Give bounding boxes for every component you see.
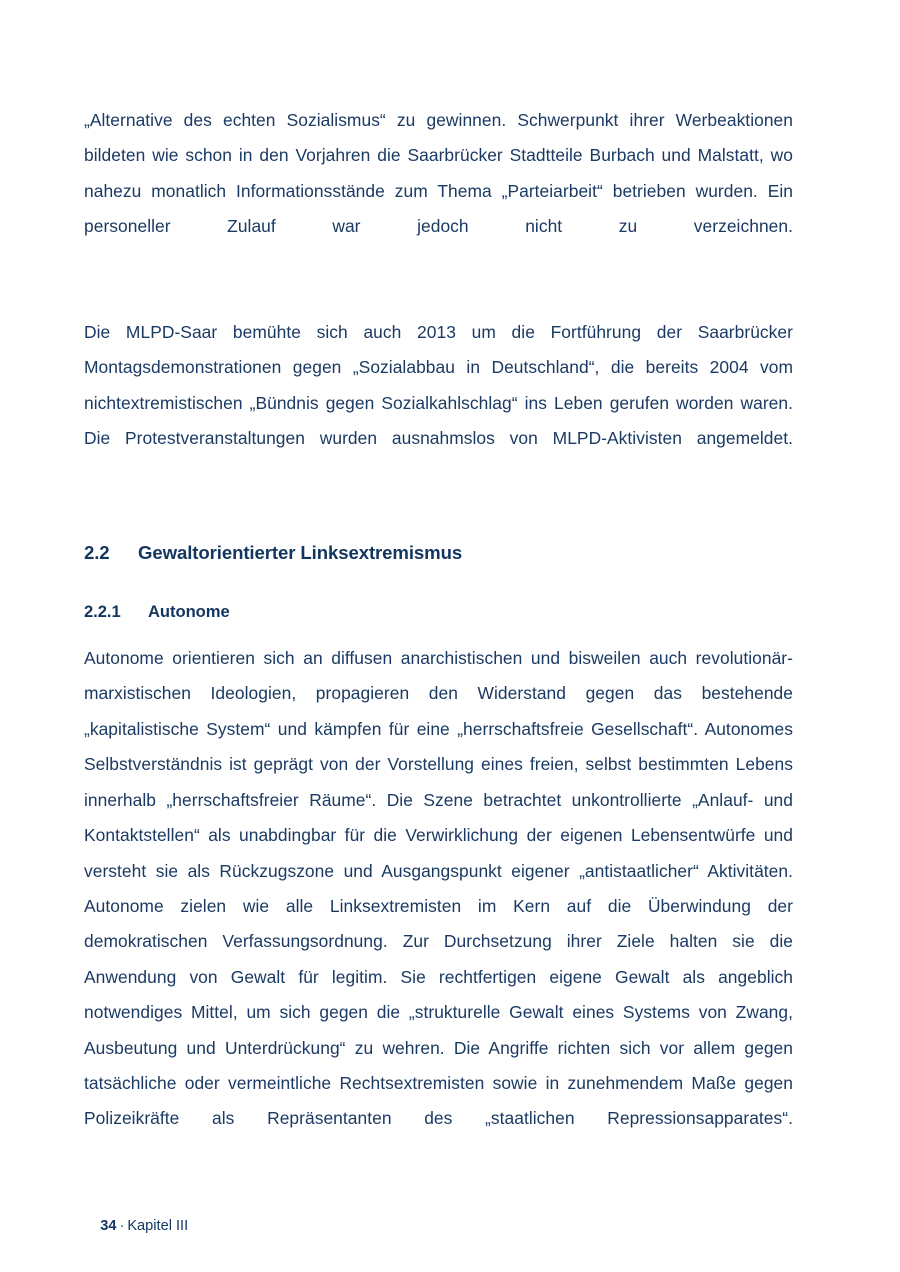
body-paragraph: Die MLPD-Saar bemühte sich auch 2013 um die Fortführung der Saarbrücker Montagsdemonstrationen gegen „Sozialabbau in Deutschland“, die bereits 2004 vom nichtextremistischen „Bündnis gegen Sozialkahlschlag“ ins Leben gerufen worden waren. Die Protestveranstaltungen wurden ausnahmslos von MLPD-Aktivisten angemeldet. (84, 322, 793, 449)
page-content (84, 103, 793, 1172)
body-paragraph: Autonome orientieren sich an diffusen anarchistischen und bisweilen auch revolutionär-marxistischen Ideologien, propagieren den Widerstand gegen das bestehende „kapitalistische System“ und kämpfen für eine „herrschaftsfreie Gesellschaft“. Autonomes Selbstverständnis ist geprägt von der Vorstellung eines freien, selbst bestimmten Lebens innerhalb „herrschaftsfreier Räume“. Die Szene betrachtet unkontrollierte „Anlauf- und Kontaktstellen“ als unabdingbar für die Verwirklichung der eigenen Lebensentwürfe und versteht sie als Rückzugszone und Ausgangspunkt eigener „antistaatlicher“ Aktivitäten. Autonome zielen wie alle Linksextremisten im Kern auf die Überwindung der demokratischen Verfassungsordnung. Zur Durchsetzung ihrer Ziele halten sie die Anwendung von Gewalt für legitim. Sie rechtfertigen eigene Gewalt als angeblich notwendiges Mittel, um sich gegen die „strukturelle Gewalt eines Systems von Zwang, Ausbeutung und Unterdrückung“ zu wehren. Die Angriffe richten sich vor allem gegen tatsächliche oder vermeintliche Rechtsextremisten sowie in zunehmendem Maße gegen Polizeikräfte als Repräsentanten des „staatlichen Repressionsapparates“. (84, 648, 793, 1129)
section-title: Gewaltorientierter Linksextremismus (138, 542, 463, 564)
section-heading-2-2 (84, 540, 793, 566)
footer-page-number: 34 (100, 1218, 117, 1234)
footer-separator: · (119, 1218, 125, 1234)
body-paragraph: „Alternative des echten Sozialismus“ zu gewinnen. Schwerpunkt ihrer Werbeaktionen bildeten wie schon in den Vorjahren die Saarbrücker Stadtteile Burbach und Malstatt, wo nahezu monatlich Informationsstände zum Thema „Parteiarbeit“ betrieben wurden. Ein personeller Zulauf war jedoch nicht zu verzeichnen. (84, 110, 793, 237)
page-footer (84, 1196, 188, 1256)
subsection-number: 2.2.1 (84, 602, 121, 622)
footer-chapter-label: Kapitel III (127, 1218, 189, 1234)
section-number: 2.2 (84, 542, 110, 564)
subsection-heading-2-2-1 (84, 600, 793, 624)
subsection-title: Autonome (148, 602, 230, 622)
